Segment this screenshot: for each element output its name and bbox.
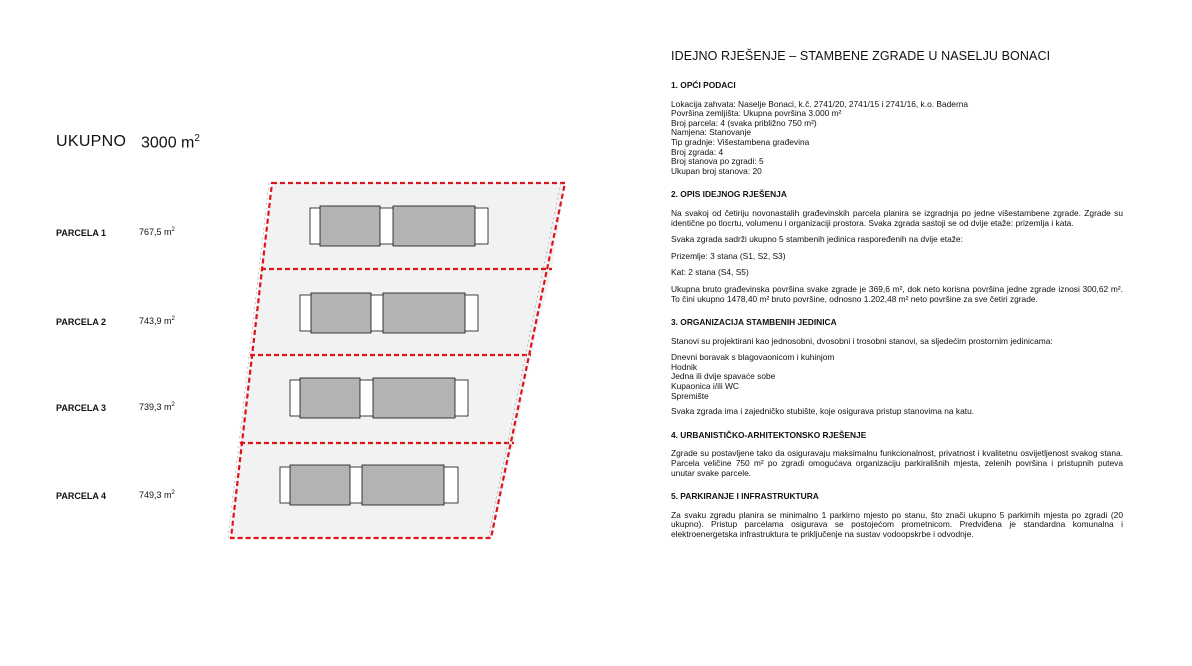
- list-item: Dnevni boravak s blagovaonicom i kuhinjom: [671, 352, 835, 363]
- info-line: Ukupan broj stanova: 20: [671, 165, 762, 176]
- parcel-1-area: 767,5 $m^2$: [139, 227, 175, 237]
- paragraph: Kat: 2 stana (S4, S5): [671, 267, 749, 278]
- building-4: [280, 465, 458, 505]
- section-parking-infrastructure: [671, 492, 1123, 539]
- parcel-4-area: 749,3 $m^2$: [139, 490, 175, 500]
- parcel-2-area: 743,9 $m^2$: [139, 316, 175, 326]
- section-unit-organization: [671, 318, 1123, 417]
- paragraph: Na svakoj od četiriju novonastalih građevinskih parcela planira se izgradnja po jedne višestambene zgrade. Zgrade su identične po tlocrtu, volumenu i organizaciji prostora. Svaka zgrada sastoji se od dvije etaže: prizemlja i kata.: [671, 207, 1123, 228]
- paragraph: Zgrade su postavljene tako da osiguravaju maksimalnu funkcionalnost, privatnost i kvalitetnu osvijetljenost svakog stana. Parcela veličine 750 m² po zgradi omogućava organizaciju parkirališnih mjesta, zelenih površina i pristupnih puteva unutar svake parcele.: [671, 448, 1123, 478]
- info-line: Broj zgrada: 4: [671, 146, 724, 157]
- info-line: Površina zemljišta: Ukupna površina 3.000 m²: [671, 108, 842, 119]
- list-item: Jedna ili dvije spavaće sobe: [671, 371, 776, 382]
- building-3: [290, 378, 468, 418]
- paragraph: Stanovi su projektirani kao jednosobni, dvosobni i trosobni stanovi, sa sljedećim prostornim jedinicama:: [671, 335, 1053, 346]
- parcel-4-label: PARCELA 4: [56, 491, 107, 501]
- building-2: [300, 293, 478, 333]
- total-label: UKUPNO: [56, 133, 127, 150]
- info-line: Broj parcela: 4 (svaka približno 750 m²): [671, 117, 817, 128]
- info-line: Broj stanova po zgradi: 5: [671, 156, 764, 167]
- paragraph: Za svaku zgradu planira se minimalno 1 parkirno mjesto po stanu, što znači ukupno 5 parkirnih mjesta po zgradi (20 ukupno). Pristup parcelama osigurava se postojećom prometnicom. Predviđena je standardna komunalna i elektroenergetska infrastruktura te priključenje na sustav vodoopskrbe i odvodnje.: [671, 509, 1123, 539]
- list-item: Kupaonica i/ili WC: [671, 381, 739, 392]
- paragraph: Ukupna bruto građevinska površina svake zgrade je 369,6 m², dok neto korisna površina jedne zgrade iznosi 300,62 m². To čini ukupno 1478,40 m² bruto površine, odnosno 1.202,48 m² neto površine za sve četiri zgrade.: [671, 283, 1123, 304]
- list-item: Hodnik: [671, 361, 698, 372]
- section-general-data: [671, 81, 1123, 176]
- parcel-2-label: PARCELA 2: [56, 317, 107, 327]
- section-heading: 4. URBANISTIČKO-ARHITEKTONSKO RJEŠENJE: [671, 429, 867, 440]
- info-line: Namjena: Stanovanje: [671, 127, 752, 138]
- parcel-3-label: PARCELA 3: [56, 403, 107, 413]
- section-description: [671, 190, 1123, 304]
- page-title: IDEJNO RJEŠENJE – STAMBENE ZGRADE U NASELJU BONACI: [671, 49, 1051, 63]
- section-urban-architectural: [671, 431, 1123, 478]
- info-line: Lokacija zahvata: Naselje Bonaci, k.č. 2741/20, 2741/15 i 2741/16, k.o. Baderna: [671, 98, 969, 109]
- building-1: [310, 206, 488, 246]
- section-heading: 5. PARKIRANJE I INFRASTRUKTURA: [671, 491, 819, 502]
- section-heading: 2. OPIS IDEJNOG RJEŠENJA: [671, 189, 787, 200]
- total-area: 3000 $m^2$: [141, 133, 200, 152]
- info-line: Tip gradnje: Višestambena građevina: [671, 136, 810, 147]
- list-item: Spremište: [671, 390, 709, 401]
- paragraph: Svaka zgrada ima i zajedničko stubište, koje osigurava pristup stanovima na katu.: [671, 406, 975, 417]
- report: [671, 48, 1123, 554]
- parcel-3-area: 739,3 $m^2$: [139, 402, 175, 412]
- section-heading: 1. OPĆI PODACI: [671, 80, 736, 90]
- parcel-1-label: PARCELA 1: [56, 228, 107, 238]
- paragraph: Prizemlje: 3 stana (S1, S2, S3): [671, 250, 786, 261]
- section-heading: 3. ORGANIZACIJA STAMBENIH JEDINICA: [671, 317, 837, 328]
- paragraph: Svaka zgrada sadrži ukupno 5 stambenih jedinica raspoređenih na dvije etaže:: [671, 234, 963, 245]
